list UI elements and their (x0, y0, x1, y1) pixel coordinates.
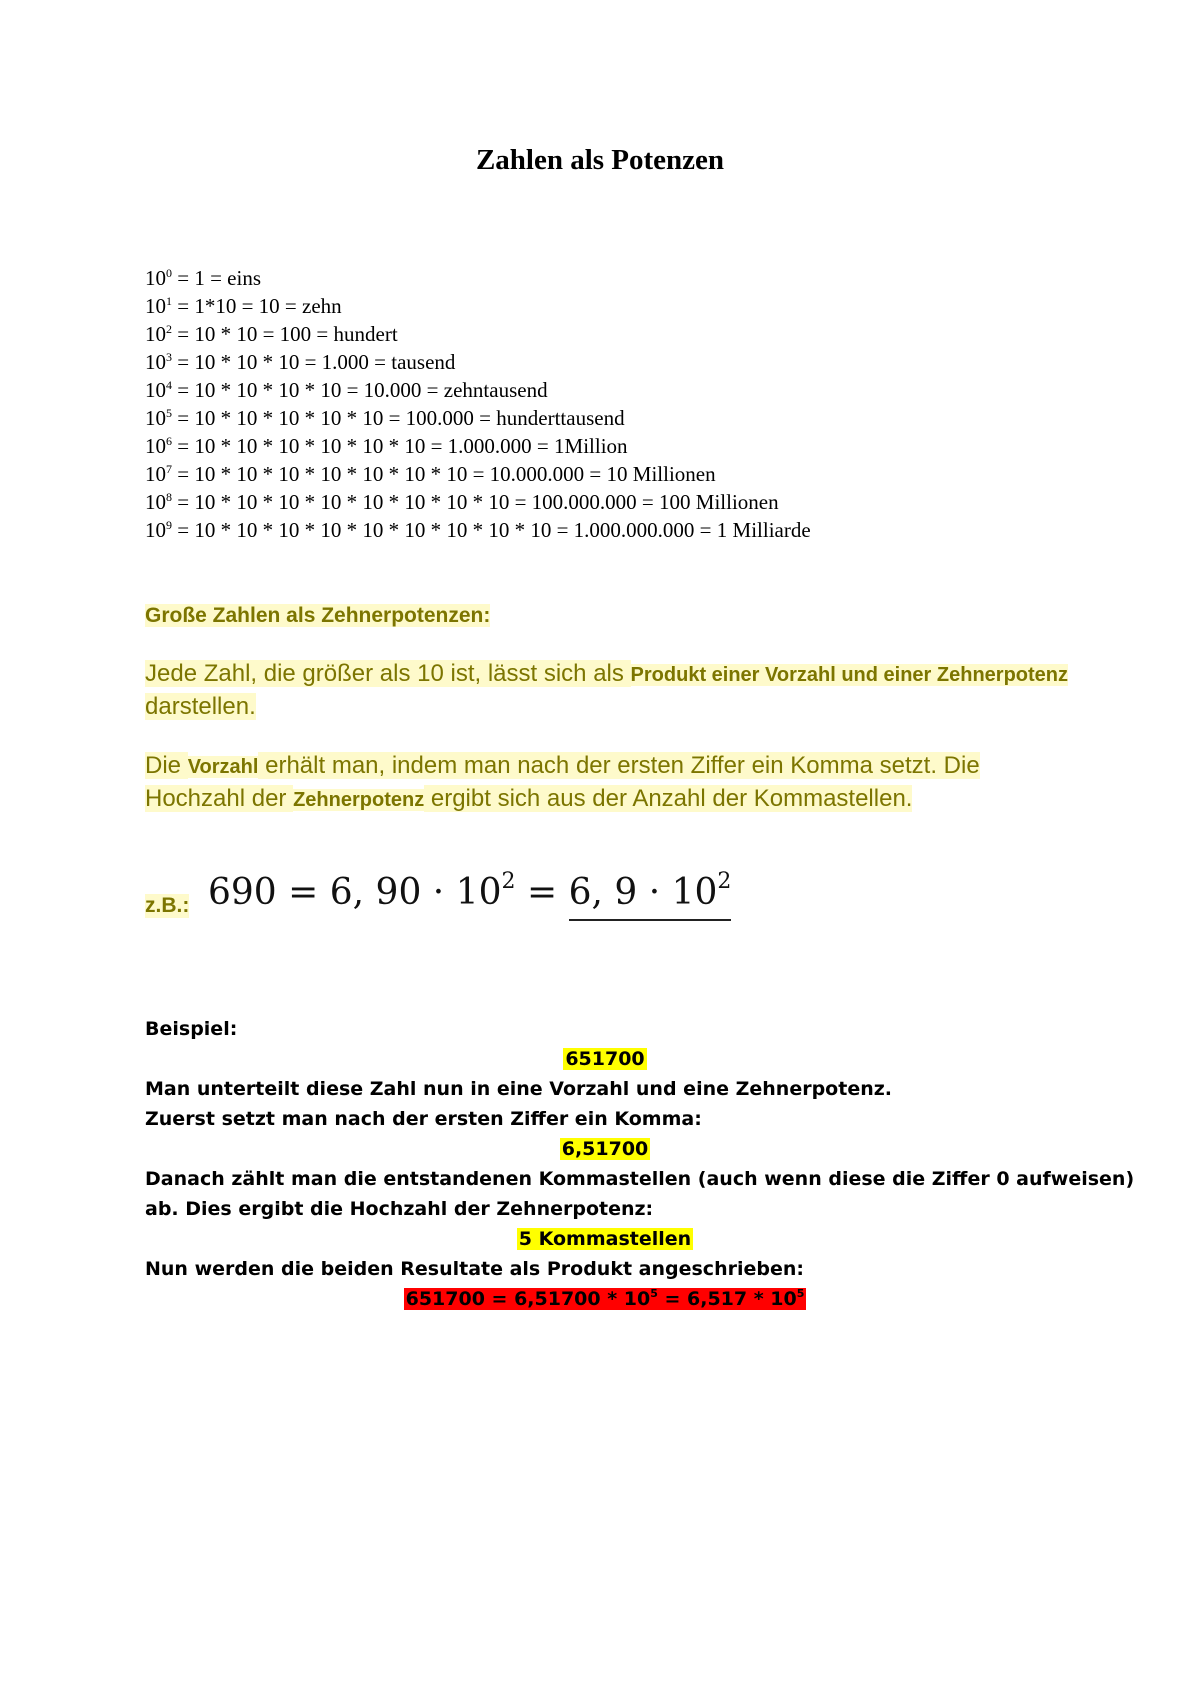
section-heading: Große Zahlen als Zehnerpotenzen: (145, 604, 491, 627)
power-row: $10^5 = 10 * 10 * 10 * 10 * 10 = 100.000$ = hunderttausend (145, 406, 625, 430)
power-row: $10^1 = 1*10 = 10$ = zehn (145, 294, 342, 318)
example-result (145, 1284, 1065, 1314)
rule-paragraph-1: Jede Zahl, die größer als 10 ist, lässt sich als Produkt einer Vorzahl und einer Zehnerpotenz darstellen. (145, 660, 1069, 720)
example-comma-number: 6,51700 (561, 1138, 649, 1160)
powers-of-ten-list (145, 264, 811, 544)
result-highlight: $651700 = 6,51700 * 10^5 = 6,517 * 10^5$ (405, 1287, 805, 1310)
rule-paragraph-2: Die Vorzahl erhält man, indem man nach der ersten Ziffer ein Komma setzt. Die Hochzahl der Zehnerpotenz ergibt sich aus der Anzahl der Kommastellen. (145, 752, 980, 812)
example-number: 651700 (565, 1048, 645, 1070)
power-row: $10^3 = 10 * 10 * 10 = 1.000$ = tausend (145, 350, 456, 374)
example-heading: Beispiel: (145, 1018, 238, 1040)
example-step-1: Man unterteilt diese Zahl nun in eine Vorzahl und eine Zehnerpotenz. (145, 1078, 893, 1100)
example-step-2: Zuerst setzt man nach der ersten Ziffer ein Komma: (145, 1108, 702, 1130)
example-step-5: Nun werden die beiden Resultate als Produkt angeschrieben: (145, 1258, 804, 1280)
page-title: Zahlen als Potenzen (475, 144, 725, 176)
example-step-3: Danach zählt man die entstandenen Kommastellen (auch wenn diese die Ziffer 0 aufweisen) (145, 1168, 1135, 1190)
power-row: $10^8 = 10 * 10 * 10 * 10 * 10 * 10 * 10 * 10 = 100.000.000 = 100$ Millionen (145, 490, 779, 514)
underlined-result: 6, $9 \cdot 10^2$ (569, 872, 732, 921)
power-row: $10^0 = 1$ = eins (145, 266, 262, 290)
worked-example (145, 1014, 1135, 1314)
example-formula: 690 = 6, $90 \cdot 10^2 = 6$, $9 \cdot 10^2$ (208, 872, 731, 913)
power-row: $10^4 = 10 * 10 * 10 * 10 = 10.000$ = zehntausend (145, 378, 548, 402)
example-places: 5 Kommastellen (518, 1228, 692, 1250)
power-row: $10^6 = 10 * 10 * 10 * 10 * 10 * 10 = 1.000.000$ = 1Million (145, 434, 628, 458)
example-step-4: ab. Dies ergibt die Hochzahl der Zehnerpotenz: (145, 1198, 654, 1220)
power-row: $10^2 = 10 * 10 = 100$ = hundert (145, 322, 398, 346)
power-row: $10^7 = 10 * 10 * 10 * 10 * 10 * 10 * 10 = 10.000.000 = 10$ Millionen (145, 462, 716, 486)
power-row: $10^9 = 10 * 10 * 10 * 10 * 10 * 10 * 10 * 10 * 10 = 1.000.000.000 = 1$ Milliarde (145, 518, 811, 542)
example-label: z.B.: (145, 894, 190, 917)
